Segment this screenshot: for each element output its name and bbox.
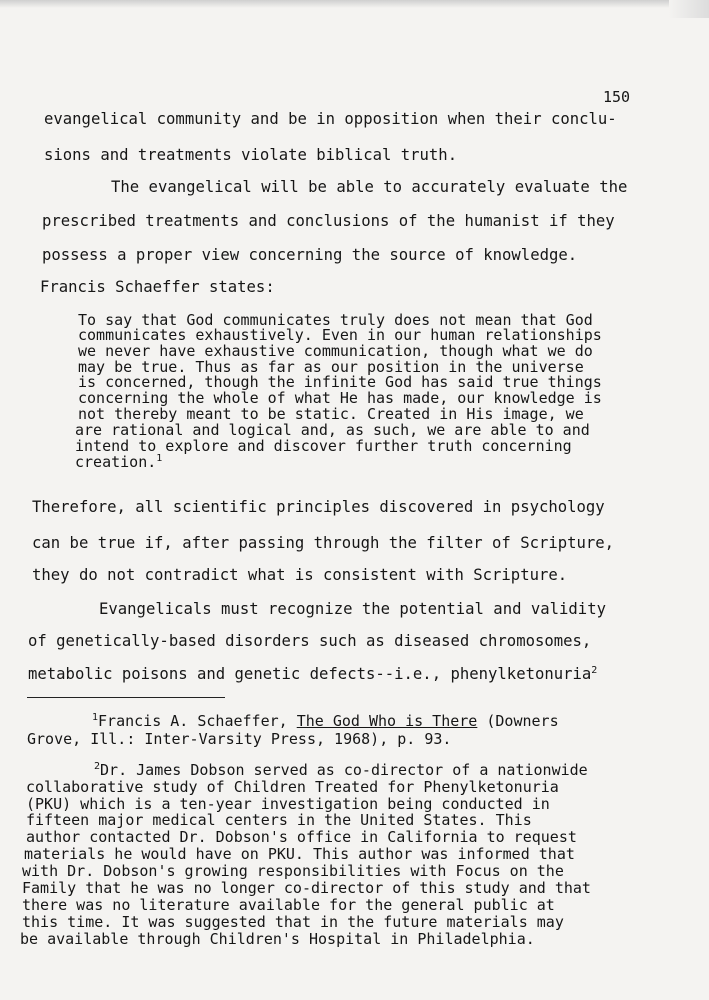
body-line: prescribed treatments and conclusions of the humanist if they — [42, 212, 615, 230]
quote-line: may be true. Thus as far as our position in the universe — [78, 358, 584, 376]
quote-line: not thereby meant to be static. Created in His image, we — [78, 405, 584, 423]
book-title: The God Who is There — [296, 712, 478, 730]
body-line: Therefore, all scientific principles discovered in psychology — [32, 498, 605, 516]
footnote-2-line: author contacted Dr. Dobson's office in California to request — [26, 828, 577, 846]
footnote-2-line: there was no literature available for the general public at — [22, 896, 555, 914]
footnote-2-line: materials he would have on PKU. This author was informed that — [24, 845, 575, 863]
body-last-text: metabolic poisons and genetic defects--i.e., phenylketonuria — [28, 665, 592, 683]
page-number: 150 — [603, 88, 631, 106]
scan-corner — [669, 0, 709, 18]
body-line: sions and treatments violate biblical truth. — [44, 146, 458, 164]
body-line: Evangelicals must recognize the potential and validity — [99, 600, 606, 618]
footnote-2-line: be available through Children's Hospital in Philadelphia. — [20, 930, 535, 948]
footnote-ref-2: 2 — [591, 664, 598, 676]
body-line: The evangelical will be able to accurately evaluate the — [111, 178, 628, 196]
footnote-2 — [94, 763, 588, 778]
body-line: evangelical community and be in opposition when their conclu- — [44, 110, 617, 128]
footnote-ref-1: 1 — [156, 453, 163, 464]
footnote-2-line: collaborative study of Children Treated for Phenylketonuria — [26, 778, 559, 796]
body-line: possess a proper view concerning the source of knowledge. — [42, 246, 578, 264]
scan-edge — [0, 0, 709, 8]
quote-line: To say that God communicates truly does not mean that God — [78, 311, 593, 329]
body-line: can be true if, after passing through the filter of Scripture, — [32, 534, 615, 552]
body-line: they do not contradict what is consistent with Scripture. — [32, 566, 568, 584]
footnote-1-text: Francis A. Schaeffer, — [98, 712, 297, 730]
footnote-2-line: fifteen major medical centers in the United States. This — [26, 811, 532, 829]
footnote-2-line: Family that he was no longer co-director of this study and that — [22, 879, 591, 897]
footnote-2-line: Dr. James Dobson served as co-director of a nationwide — [100, 761, 588, 779]
footnote-2-number: 2 — [94, 761, 101, 772]
quote-line: are rational and logical and, as such, we are able to and — [75, 421, 590, 439]
footnote-1 — [92, 714, 559, 729]
quote-line: is concerned, though the infinite God has said true things — [78, 373, 602, 391]
body-line-last — [28, 665, 597, 683]
body-line: Francis Schaeffer states: — [40, 278, 275, 296]
quote-line: communicates exhaustively. Even in our human relationships — [78, 326, 602, 344]
quote-line: we never have exhaustive communication, though what we do — [78, 342, 593, 360]
footnote-rule — [27, 697, 225, 698]
footnote-2-line: with Dr. Dobson's growing responsibilities with Focus on the — [22, 862, 564, 880]
footnote-2-line: this time. It was suggested that in the future materials may — [22, 913, 564, 931]
quote-line-last — [75, 455, 162, 470]
quote-line: concerning the whole of what He has made, our knowledge is — [78, 389, 602, 407]
quote-line: intend to explore and discover further truth concerning — [75, 437, 572, 455]
body-line: of genetically-based disorders such as diseased chromosomes, — [28, 632, 592, 650]
footnote-2-line: (PKU) which is a ten-year investigation being conducted in — [26, 795, 550, 813]
quote-last-text: creation. — [75, 453, 157, 471]
footnote-1-number: 1 — [92, 712, 99, 723]
footnote-1-line2: Grove, Ill.: Inter-Varsity Press, 1968), p. 93. — [27, 730, 452, 748]
footnote-1-text-end: (Downers — [477, 712, 559, 730]
